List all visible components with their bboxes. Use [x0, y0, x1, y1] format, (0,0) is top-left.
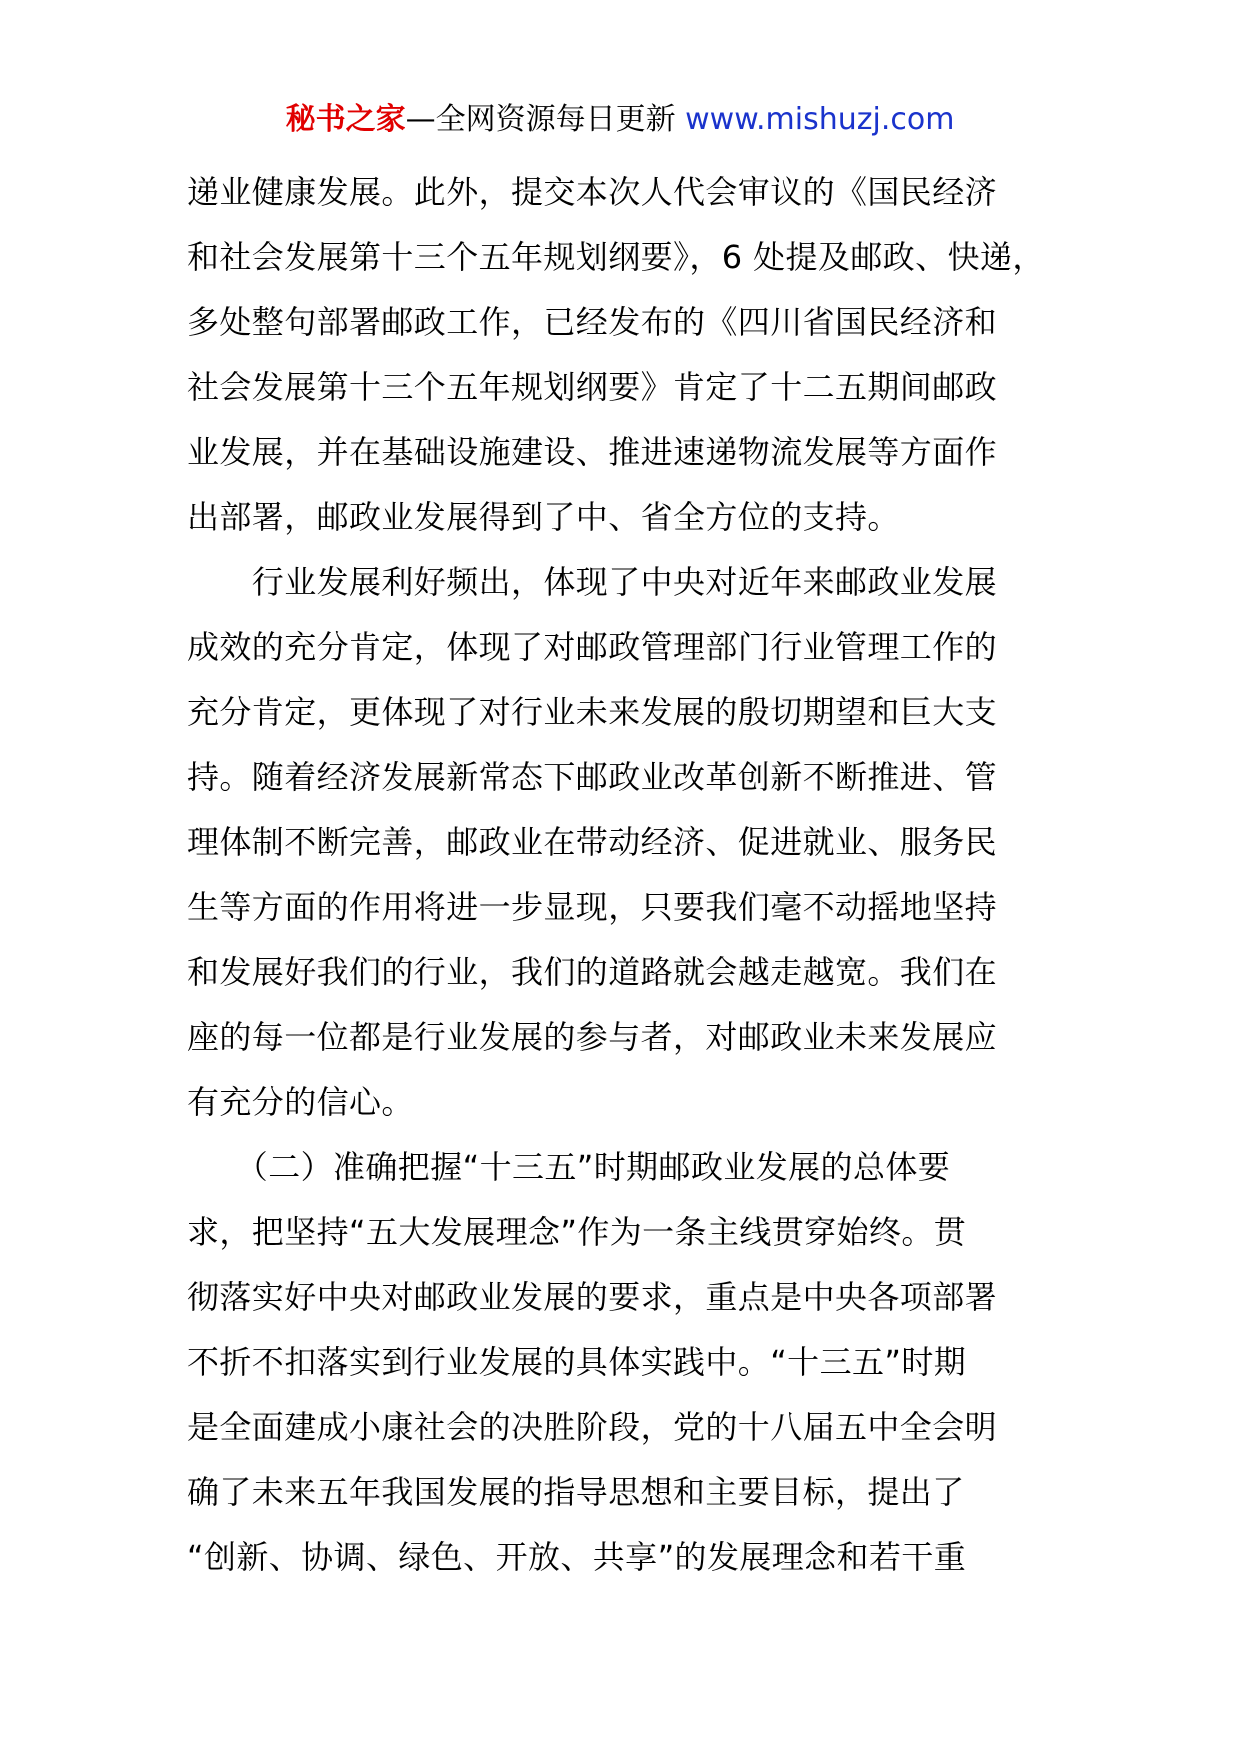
text-line: 递业健康发展。此外，提交本次人代会审议的《国民经济 — [187, 173, 998, 211]
text-line: “创新、协调、绿色、开放、共享”的发展理念和若干重 — [187, 1538, 967, 1576]
text-line: 和社会发展第十三个五年规划纲要》，6 处提及邮政、快递， — [187, 238, 1045, 276]
text-line: 多处整句部署邮政工作，已经发布的《四川省国民经济和 — [187, 303, 998, 341]
text-line: （二）准确把握“十三五”时期邮政业发展的总体要 — [187, 1148, 951, 1186]
text-line: 业发展，并在基础设施建设、推进速递物流发展等方面作 — [187, 433, 998, 471]
text-line: 和发展好我们的行业，我们的道路就会越走越宽。我们在 — [187, 953, 998, 991]
text-line: 生等方面的作用将进一步显现，只要我们毫不动摇地坚持 — [187, 888, 998, 926]
text-line: 座的每一位都是行业发展的参与者，对邮政业未来发展应 — [187, 1018, 998, 1056]
text-line: 不折不扣落实到行业发展的具体实践中。“十三五”时期 — [187, 1343, 967, 1381]
document-body — [187, 160, 1057, 1590]
site-tagline: —全网资源每日更新 — [405, 102, 686, 137]
site-url-link[interactable]: www.mishuzj.com — [685, 102, 955, 137]
text-line: 求，把坚持“五大发展理念”作为一条主线贯穿始终。贯 — [187, 1213, 967, 1251]
site-brand: 秘书之家 — [285, 102, 406, 137]
text-line: 持。随着经济发展新常态下邮政业改革创新不断推进、管 — [187, 758, 998, 796]
text-line: 社会发展第十三个五年规划纲要》肯定了十二五期间邮政 — [187, 368, 998, 406]
text-line: 彻落实好中央对邮政业发展的要求，重点是中央各项部署 — [187, 1278, 998, 1316]
text-line: 确了未来五年我国发展的指导思想和主要目标，提出了 — [187, 1473, 965, 1511]
text-line: 充分肯定，更体现了对行业未来发展的殷切期望和巨大支 — [187, 693, 998, 731]
text-line: 是全面建成小康社会的决胜阶段，党的十八届五中全会明 — [187, 1408, 998, 1446]
text-line: 出部署，邮政业发展得到了中、省全方位的支持。 — [187, 498, 900, 536]
text-line: 理体制不断完善，邮政业在带动经济、促进就业、服务民 — [187, 823, 998, 861]
site-header — [0, 100, 1240, 140]
text-line: 成效的充分肯定，体现了对邮政管理部门行业管理工作的 — [187, 628, 998, 666]
text-line: 行业发展利好频出，体现了中央对近年来邮政业发展 — [187, 563, 998, 601]
text-line: 有充分的信心。 — [187, 1083, 414, 1121]
